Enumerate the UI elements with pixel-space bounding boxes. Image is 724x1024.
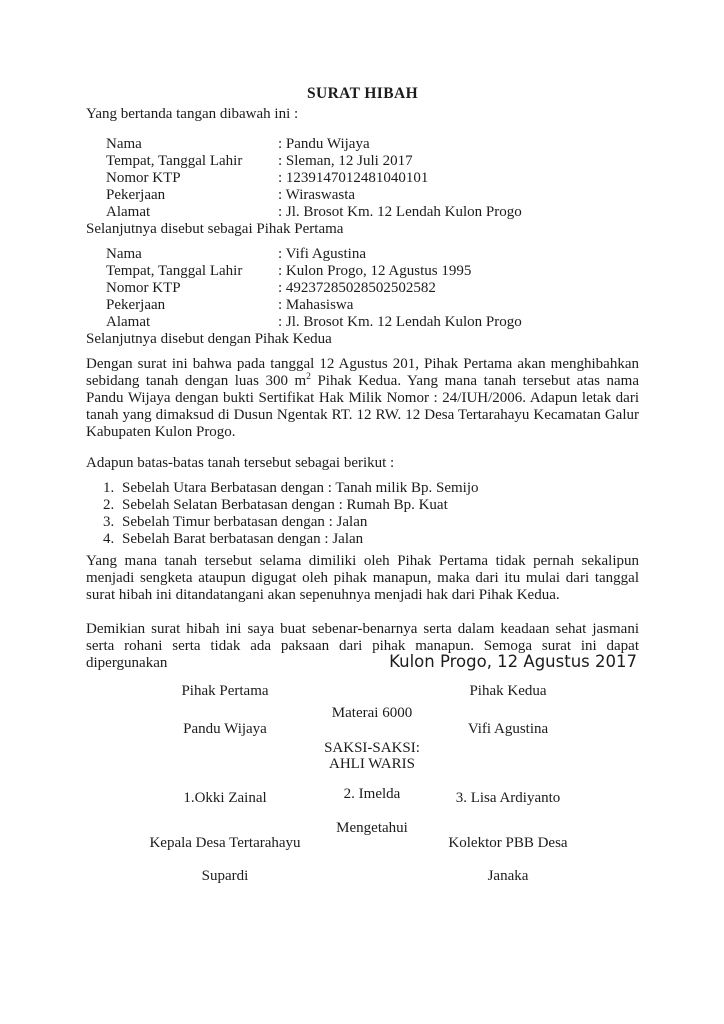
witness-1-name: 1.Okki Zainal — [183, 790, 267, 806]
field-value: : 1239147012481040101 — [278, 170, 429, 186]
boundaries-heading: Adapun batas-batas tanah tersebut sebagai berikut : — [86, 455, 395, 471]
place-date-line: Kulon Progo, 12 Agustus 2017 — [389, 652, 637, 671]
party-first-role-label: Pihak Pertama — [181, 683, 269, 699]
party-first-signature-name: Pandu Wijaya — [183, 721, 267, 737]
list-item-north — [86, 480, 639, 497]
field-row-address-2 — [86, 314, 639, 331]
list-item-number: 2. — [103, 497, 115, 513]
field-value: : Mahasiswa — [278, 297, 354, 313]
closing-paragraph: Demikian surat hibah ini saya buat sebenar-benarnya serta dalam keadaan sehat jasmani serta rohani serta tidak ada paksaan dari pihak manapun. Semoga surat ini dapat dipergunakan — [86, 621, 639, 671]
party-first-block — [86, 136, 639, 238]
gift-deed-document — [86, 85, 639, 1024]
list-item-number: 1. — [103, 480, 115, 496]
intro-line: Yang bertanda tangan dibawah ini : — [86, 106, 299, 122]
boundaries-list — [86, 480, 639, 548]
party-second-block — [86, 246, 639, 348]
document-title: SURAT HIBAH — [306, 85, 419, 102]
grant-paragraph-part1: Dengan surat ini bahwa pada tanggal 12 Agustus 201, Pihak Pertama akan menghibahkan sebidang tanah dengan luas 300 m — [86, 356, 639, 389]
field-value: : Pandu Wijaya — [278, 136, 370, 152]
field-label: Alamat — [106, 314, 151, 330]
field-value: : Kulon Progo, 12 Agustus 1995 — [278, 263, 472, 279]
field-value: : Jl. Brosot Km. 12 Lendah Kulon Progo — [278, 204, 522, 220]
official-right-role: Kolektor PBB Desa — [448, 835, 568, 851]
party-second-note: Selanjutnya disebut dengan Pihak Kedua — [86, 331, 332, 347]
field-value: : Jl. Brosot Km. 12 Lendah Kulon Progo — [278, 314, 522, 330]
witnesses-subheading: AHLI WARIS — [329, 756, 415, 772]
field-row-job-1 — [86, 187, 639, 204]
list-item-south — [86, 497, 639, 514]
official-right-name: Janaka — [487, 868, 529, 884]
list-item-number: 4. — [103, 531, 115, 547]
field-label: Nama — [106, 246, 142, 262]
field-value: : Wiraswasta — [278, 187, 356, 203]
field-row-birth-1 — [86, 153, 639, 170]
list-item-text: Sebelah Selatan Berbatasan dengan : Rumah Bp. Kuat — [122, 497, 448, 513]
list-item-text: Sebelah Barat berbatasan dengan : Jalan — [122, 531, 364, 547]
witness-3-name: 3. Lisa Ardiyanto — [455, 790, 561, 806]
official-left-role: Kepala Desa Tertarahayu — [149, 835, 301, 851]
dispute-paragraph: Yang mana tanah tersebut selama dimiliki oleh Pihak Pertama tidak pernah sekalipun menjadi sengketa ataupun digugat oleh pihak manapun, maka dari itu mulai dari tanggal surat hibah ini ditandatangani akan sepenuhnya menjadi hak dari Pihak Kedua. — [86, 553, 639, 603]
field-row-job-2 — [86, 297, 639, 314]
field-label: Nomor KTP — [106, 280, 181, 296]
field-label: Pekerjaan — [106, 187, 166, 203]
field-row-address-1 — [86, 204, 639, 221]
field-label: Tempat, Tanggal Lahir — [106, 153, 243, 169]
field-row-ktp-2 — [86, 280, 639, 297]
field-label: Nama — [106, 136, 142, 152]
field-value: : Sleman, 12 Juli 2017 — [278, 153, 413, 169]
field-value: : 49237285028502502582 — [278, 280, 436, 296]
witnesses-heading: SAKSI-SAKSI: — [324, 740, 420, 756]
list-item-text: Sebelah Utara Berbatasan dengan : Tanah milik Bp. Semijo — [122, 480, 479, 496]
list-item-number: 3. — [103, 514, 115, 530]
official-left-name: Supardi — [201, 868, 249, 884]
field-row-name-2 — [86, 246, 639, 263]
grant-paragraph-part2: Pihak Kedua. Yang mana tanah tersebut atas nama Pandu Wijaya dengan bukti Sertifikat Hak Milik Nomor : 24/IUH/2006. Adapun letak dari tanah yang dimaksud di Dusun Ngentak RT. 12 RW. 12 Desa Tertarahayu Kecamatan Galur Kabupaten Kulon Progo. — [86, 373, 640, 440]
field-row-name-1 — [86, 136, 639, 153]
field-label: Tempat, Tanggal Lahir — [106, 263, 243, 279]
field-value: : Vifi Agustina — [278, 246, 366, 262]
square-meter-superscript: 2 — [306, 372, 311, 382]
acknowledge-label: Mengetahui — [336, 820, 408, 836]
party-first-note: Selanjutnya disebut sebagai Pihak Pertama — [86, 221, 344, 237]
field-label: Pekerjaan — [106, 297, 166, 313]
witness-2-name: 2. Imelda — [343, 786, 401, 802]
field-label: Nomor KTP — [106, 170, 181, 186]
field-row-birth-2 — [86, 263, 639, 280]
list-item-west — [86, 531, 639, 548]
stamp-note: Materai 6000 — [331, 705, 413, 721]
list-item-text: Sebelah Timur berbatasan dengan : Jalan — [122, 514, 368, 530]
party-second-signature-name: Vifi Agustina — [467, 721, 549, 737]
party-second-role-label: Pihak Kedua — [469, 683, 547, 699]
grant-paragraph — [86, 356, 639, 441]
field-row-ktp-1 — [86, 170, 639, 187]
field-label: Alamat — [106, 204, 151, 220]
list-item-east — [86, 514, 639, 531]
